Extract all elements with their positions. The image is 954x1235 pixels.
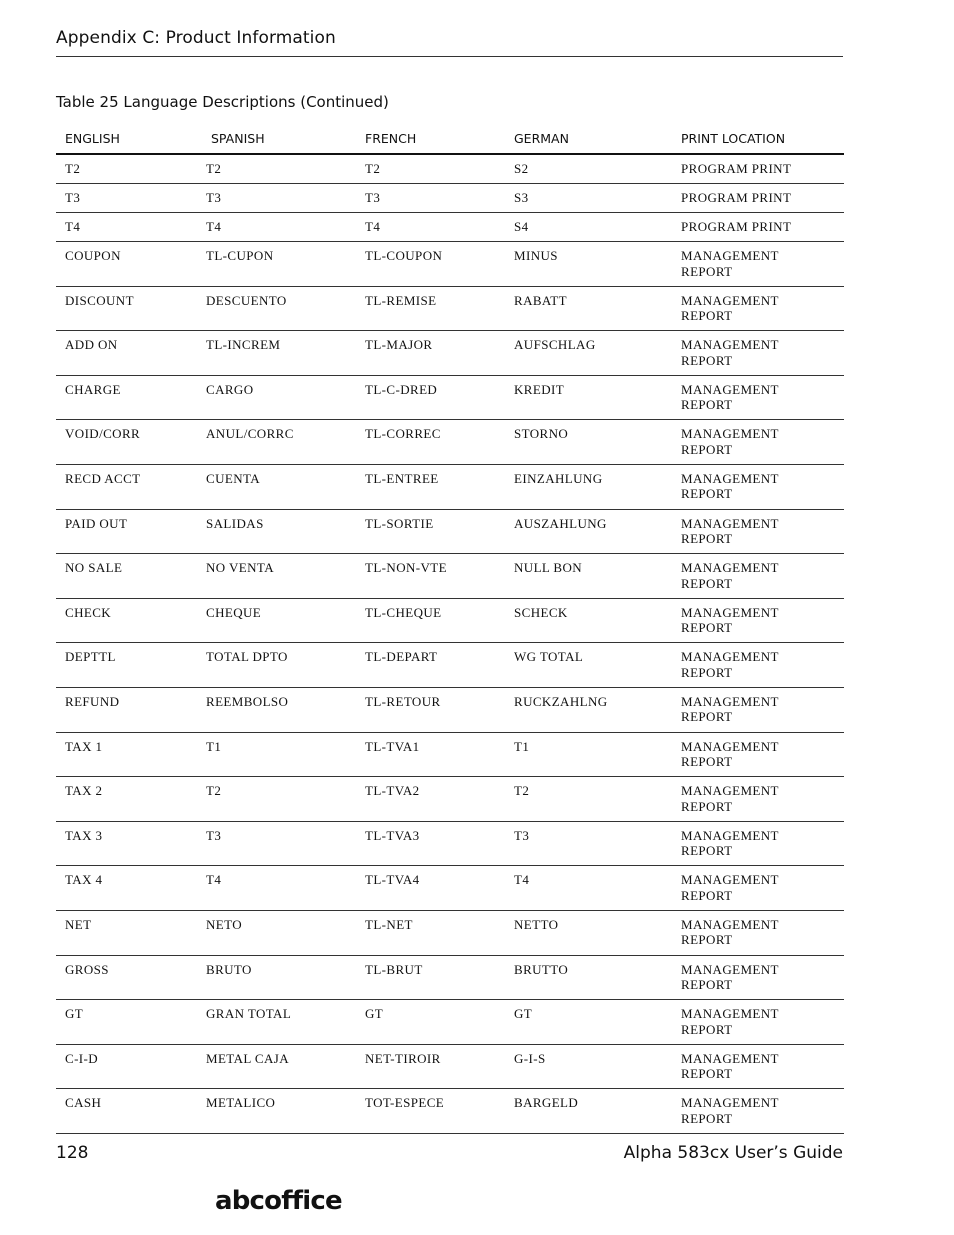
cell-english: VOID/CORR [56,420,197,465]
cell-english: T3 [56,184,197,213]
column-header-french: FRENCH [356,126,505,154]
cell-spanish: CHEQUE [197,598,356,643]
cell-spanish: NO VENTA [197,554,356,599]
cell-english: DISCOUNT [56,286,197,331]
abcoffice-logo: abcoffice [215,1186,342,1216]
table-row [56,687,844,732]
table-row [56,910,844,955]
table-row [56,509,844,554]
table-row [56,420,844,465]
cell-spanish: METALICO [197,1089,356,1134]
table-row [56,213,844,242]
header-divider [56,56,843,57]
cell-english: CHARGE [56,375,197,420]
table-body [56,154,844,1133]
cell-spanish: T2 [197,154,356,184]
cell-german: MINUS [505,242,672,287]
cell-print-location: MANAGEMENT REPORT [672,910,844,955]
cell-english: TAX 4 [56,866,197,911]
table-caption: Table 25 Language Descriptions (Continued) [56,93,389,111]
column-header-print-location: PRINT LOCATION [672,126,844,154]
cell-english: T4 [56,213,197,242]
page-header-title: Appendix C: Product Information [56,28,336,48]
cell-german: AUSZAHLUNG [505,509,672,554]
cell-print-location: MANAGEMENT REPORT [672,955,844,1000]
cell-spanish: REEMBOLSO [197,687,356,732]
column-header-german: GERMAN [505,126,672,154]
cell-print-location: MANAGEMENT REPORT [672,554,844,599]
cell-spanish: CARGO [197,375,356,420]
cell-german: T3 [505,821,672,866]
table-row [56,777,844,822]
cell-french: T4 [356,213,505,242]
cell-german: S3 [505,184,672,213]
cell-print-location: PROGRAM PRINT [672,154,844,184]
cell-print-location: MANAGEMENT REPORT [672,821,844,866]
cell-english: TAX 2 [56,777,197,822]
cell-print-location: MANAGEMENT REPORT [672,331,844,376]
cell-spanish: METAL CAJA [197,1044,356,1089]
cell-english: RECD ACCT [56,464,197,509]
cell-english: C-I-D [56,1044,197,1089]
cell-german: BARGELD [505,1089,672,1134]
cell-print-location: MANAGEMENT REPORT [672,242,844,287]
table-row [56,154,844,184]
cell-german: RABATT [505,286,672,331]
cell-english: GROSS [56,955,197,1000]
cell-german: STORNO [505,420,672,465]
cell-german: S4 [505,213,672,242]
table-row [56,554,844,599]
cell-english: NO SALE [56,554,197,599]
cell-french: GT [356,1000,505,1045]
cell-spanish: CUENTA [197,464,356,509]
cell-spanish: T3 [197,821,356,866]
cell-german: KREDIT [505,375,672,420]
cell-french: TL-MAJOR [356,331,505,376]
cell-french: TL-TVA3 [356,821,505,866]
cell-german: T2 [505,777,672,822]
cell-french: TL-SORTIE [356,509,505,554]
cell-french: TL-TVA1 [356,732,505,777]
table-header-row [56,126,844,154]
cell-print-location: PROGRAM PRINT [672,213,844,242]
cell-print-location: PROGRAM PRINT [672,184,844,213]
guide-title: Alpha 583cx User’s Guide [623,1143,843,1163]
cell-english: PAID OUT [56,509,197,554]
cell-german: NULL BON [505,554,672,599]
cell-spanish: TL-INCREM [197,331,356,376]
cell-english: TAX 1 [56,732,197,777]
cell-french: NET-TIROIR [356,1044,505,1089]
table-row [56,331,844,376]
cell-print-location: MANAGEMENT REPORT [672,375,844,420]
cell-print-location: MANAGEMENT REPORT [672,1044,844,1089]
cell-english: GT [56,1000,197,1045]
cell-german: G-I-S [505,1044,672,1089]
cell-english: TAX 3 [56,821,197,866]
cell-french: TL-BRUT [356,955,505,1000]
table-row [56,286,844,331]
cell-spanish: SALIDAS [197,509,356,554]
column-header-english: ENGLISH [56,126,197,154]
table-row [56,1044,844,1089]
cell-spanish: T2 [197,777,356,822]
cell-german: AUFSCHLAG [505,331,672,376]
cell-german: EINZAHLUNG [505,464,672,509]
cell-french: TL-COUPON [356,242,505,287]
cell-english: REFUND [56,687,197,732]
cell-french: TL-REMISE [356,286,505,331]
cell-german: RUCKZAHLNG [505,687,672,732]
cell-german: T1 [505,732,672,777]
cell-spanish: ANUL/CORRC [197,420,356,465]
cell-german: S2 [505,154,672,184]
cell-french: TL-DEPART [356,643,505,688]
cell-german: GT [505,1000,672,1045]
cell-french: TL-CORREC [356,420,505,465]
cell-french: TL-NET [356,910,505,955]
table-row [56,955,844,1000]
cell-spanish: T3 [197,184,356,213]
language-descriptions-table [56,126,844,1134]
cell-print-location: MANAGEMENT REPORT [672,420,844,465]
cell-spanish: NETO [197,910,356,955]
cell-print-location: MANAGEMENT REPORT [672,777,844,822]
cell-spanish: T4 [197,213,356,242]
cell-english: T2 [56,154,197,184]
cell-french: TL-NON-VTE [356,554,505,599]
cell-print-location: MANAGEMENT REPORT [672,464,844,509]
cell-print-location: MANAGEMENT REPORT [672,286,844,331]
cell-print-location: MANAGEMENT REPORT [672,1000,844,1045]
cell-english: COUPON [56,242,197,287]
cell-print-location: MANAGEMENT REPORT [672,643,844,688]
cell-english: CHECK [56,598,197,643]
cell-french: TL-CHEQUE [356,598,505,643]
table-row [56,866,844,911]
cell-spanish: GRAN TOTAL [197,1000,356,1045]
cell-spanish: T1 [197,732,356,777]
table-row [56,1000,844,1045]
cell-french: TL-TVA4 [356,866,505,911]
page-number: 128 [56,1143,89,1163]
cell-french: T2 [356,154,505,184]
cell-french: TOT-ESPECE [356,1089,505,1134]
table-row [56,184,844,213]
cell-german: BRUTTO [505,955,672,1000]
cell-print-location: MANAGEMENT REPORT [672,866,844,911]
cell-english: ADD ON [56,331,197,376]
column-header-spanish: SPANISH [197,126,356,154]
cell-english: DEPTTL [56,643,197,688]
cell-french: TL-TVA2 [356,777,505,822]
table-row [56,732,844,777]
cell-spanish: DESCUENTO [197,286,356,331]
table-row [56,598,844,643]
cell-french: TL-C-DRED [356,375,505,420]
table-row [56,1089,844,1134]
cell-print-location: MANAGEMENT REPORT [672,1089,844,1134]
table-row [56,643,844,688]
cell-spanish: TL-CUPON [197,242,356,287]
cell-print-location: MANAGEMENT REPORT [672,509,844,554]
cell-spanish: TOTAL DPTO [197,643,356,688]
cell-print-location: MANAGEMENT REPORT [672,687,844,732]
cell-german: NETTO [505,910,672,955]
cell-spanish: T4 [197,866,356,911]
cell-french: TL-ENTREE [356,464,505,509]
table-row [56,242,844,287]
cell-print-location: MANAGEMENT REPORT [672,732,844,777]
cell-german: SCHECK [505,598,672,643]
cell-german: T4 [505,866,672,911]
cell-french: T3 [356,184,505,213]
cell-spanish: BRUTO [197,955,356,1000]
table-row [56,821,844,866]
cell-german: WG TOTAL [505,643,672,688]
cell-print-location: MANAGEMENT REPORT [672,598,844,643]
cell-english: CASH [56,1089,197,1134]
table-row [56,464,844,509]
table-row [56,375,844,420]
cell-english: NET [56,910,197,955]
cell-french: TL-RETOUR [356,687,505,732]
